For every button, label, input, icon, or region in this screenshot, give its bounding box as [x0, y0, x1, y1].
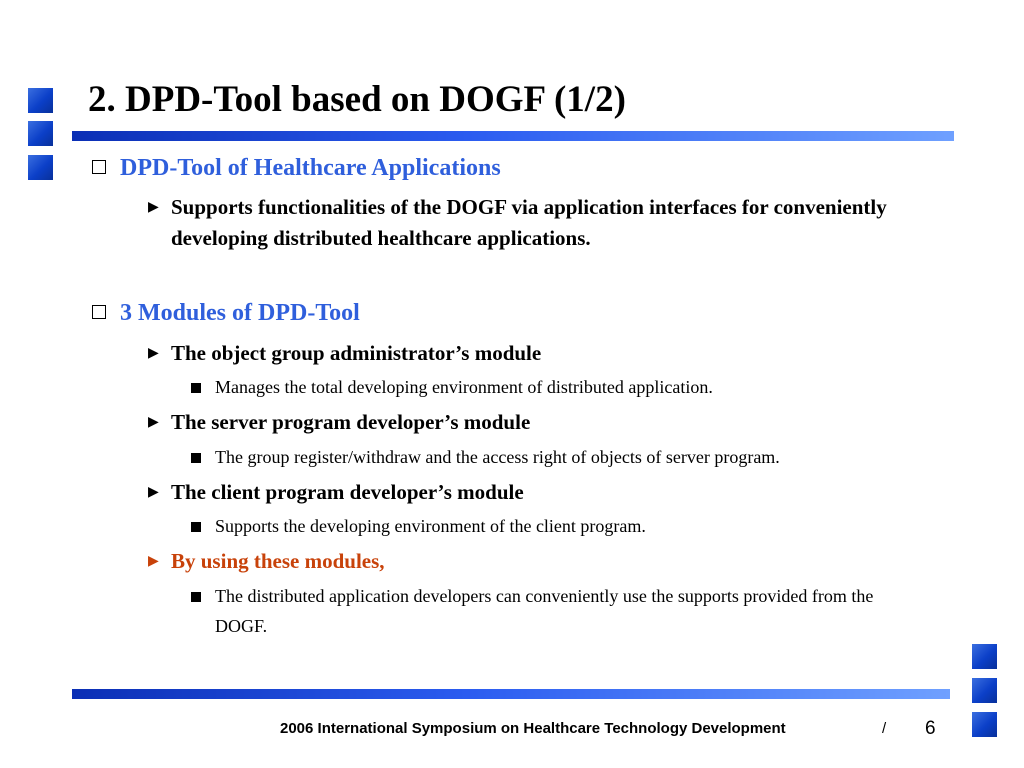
footer-separator: /	[882, 720, 887, 737]
triangle-bullet-icon: ▶	[148, 345, 159, 361]
triangle-bullet-icon: ▶	[148, 553, 159, 569]
filled-square-bullet-icon	[191, 592, 201, 602]
decor-square	[28, 88, 53, 113]
triangle-bullet-icon: ▶	[148, 414, 159, 430]
triangle-bullet-icon: ▶	[148, 199, 159, 215]
decor-square	[972, 644, 997, 669]
decor-square	[28, 121, 53, 146]
section-heading: DPD-Tool of Healthcare Applications	[92, 155, 501, 182]
section-heading: 3 Modules of DPD-Tool	[92, 300, 360, 327]
bullet-item: ▶ The object group administrator’s module	[148, 338, 908, 369]
square-bullet-icon	[92, 305, 106, 319]
slide-title: 2. DPD-Tool based on DOGF (1/2)	[88, 79, 626, 120]
bullet-item: ▶ The server program developer’s module	[148, 407, 908, 438]
square-bullet-icon	[92, 160, 106, 174]
decor-square	[28, 155, 53, 180]
footer-text: 2006 International Symposium on Healthcare Technology Development	[280, 720, 786, 737]
bullet-item: ▶ The client program developer’s module	[148, 477, 908, 508]
footer-rule	[72, 689, 950, 699]
filled-square-bullet-icon	[191, 522, 201, 532]
bullet-item-highlight: ▶ By using these modules,	[148, 546, 908, 577]
bullet-item: ▶ Supports functionalities of the DOGF via application interfaces for conveniently developing distributed healthcare applications.	[148, 192, 908, 254]
decor-square	[972, 712, 997, 737]
decor-square	[972, 678, 997, 703]
sub-bullet-item: The distributed application developers can conveniently use the supports provided from the DOGF.	[191, 581, 891, 641]
sub-bullet-item: Manages the total developing environment of distributed application.	[191, 372, 951, 402]
sub-bullet-item: The group register/withdraw and the access right of objects of server program.	[191, 442, 951, 472]
triangle-bullet-icon: ▶	[148, 484, 159, 500]
title-rule	[72, 131, 954, 141]
sub-bullet-item: Supports the developing environment of the client program.	[191, 511, 951, 541]
filled-square-bullet-icon	[191, 453, 201, 463]
filled-square-bullet-icon	[191, 383, 201, 393]
page-number: 6	[925, 718, 936, 739]
